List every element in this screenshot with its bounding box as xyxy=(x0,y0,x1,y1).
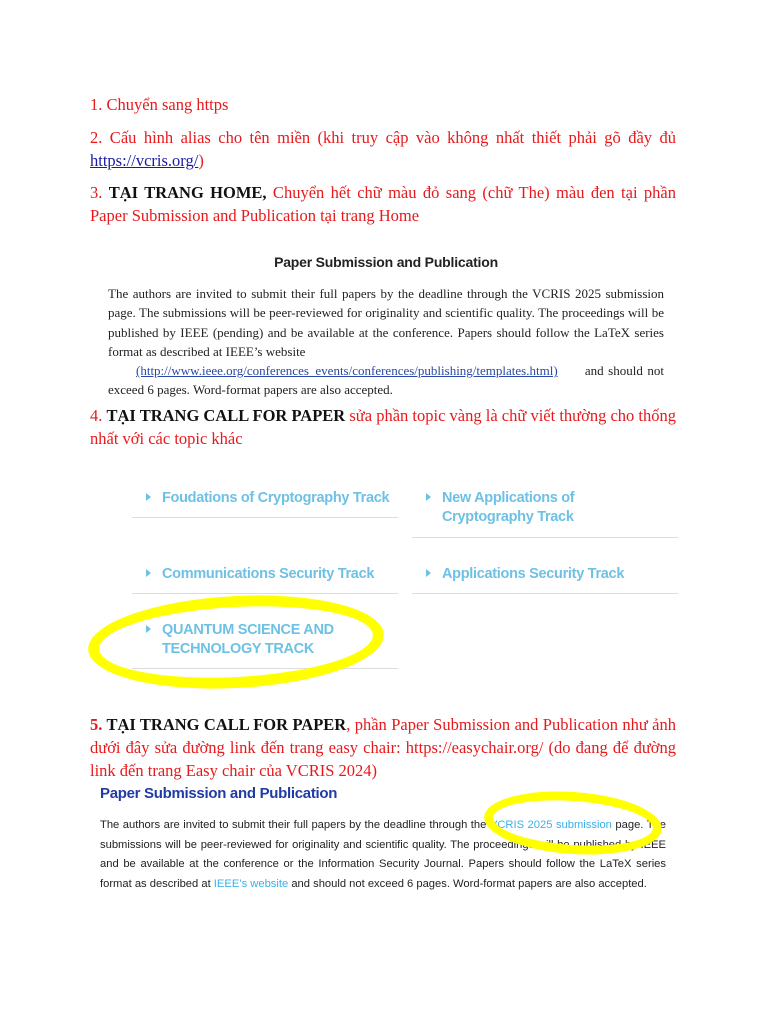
ieee-website-link[interactable]: IEEE’s website xyxy=(213,877,289,890)
instruction-1 xyxy=(90,93,676,116)
screenshot-body-text-mid: page. The submissions will be peer-reviewed for originality and scientific quality. The proceedings will be published by IEEE and be available at the conference or the Information Security Journal. Papers should follow the LaTeX series format as described at xyxy=(100,819,666,890)
instruction-2-end: ) xyxy=(198,151,204,170)
instruction-5-bold: TẠI TRANG CALL FOR PAPER xyxy=(106,715,347,734)
track-label: Applications Security Track xyxy=(442,566,625,582)
vcris-link[interactable]: https://vcris.org/ xyxy=(90,151,199,170)
instruction-4-number: 4. xyxy=(90,406,107,425)
divider xyxy=(412,593,678,594)
screenshot-body-text: The authors are invited to submit their full papers by the deadline through the xyxy=(100,819,490,831)
screenshot-body-text-end: and should not exceed 6 pages. Word-format papers are also accepted. xyxy=(288,877,647,890)
instruction-3-bold: TẠI TRANG HOME, xyxy=(108,183,267,202)
home-paper-submission-screenshot xyxy=(108,250,664,400)
track-label-line1: New Applications of xyxy=(442,490,575,506)
instruction-4 xyxy=(90,404,676,450)
track-label-line2: Cryptography Track xyxy=(442,509,574,525)
track-label xyxy=(442,489,574,527)
divider xyxy=(132,517,398,518)
screenshot-body xyxy=(108,284,664,400)
instruction-2-text: 2. Cấu hình alias cho tên miền (khi truy cập vào không nhất thiết phải gõ đầy đủ xyxy=(90,128,676,147)
vcris-submission-link[interactable]: VCRIS 2025 submission xyxy=(489,819,612,831)
track-label: Foudations of Cryptography Track xyxy=(162,490,390,506)
divider xyxy=(132,593,398,594)
caret-right-icon xyxy=(146,569,151,577)
caret-right-icon xyxy=(146,493,151,501)
instruction-4-bold: TẠI TRANG CALL FOR PAPER xyxy=(106,406,346,425)
track-label-line1: QUANTUM SCIENCE AND xyxy=(162,622,334,638)
screenshot-heading: Paper Submission and Publication xyxy=(274,254,498,270)
instruction-5-text: , phần Paper Submission and Publication như ảnh dưới đây sửa đường link đến trang easy chair: https://easychair.org/ (do đang để đường link đến trang Easy chair của VCRIS 2024) xyxy=(90,715,677,780)
divider xyxy=(412,537,678,538)
instruction-2 xyxy=(90,126,676,172)
instruction-3-number: 3. xyxy=(90,183,109,202)
screenshot-body-text-end: and should not exceed 6 pages. Word-format papers are also accepted. xyxy=(108,363,664,398)
instruction-1-text: 1. Chuyển sang https xyxy=(90,95,229,114)
track-label: Communications Security Track xyxy=(162,566,375,582)
ieee-templates-link[interactable]: (http://www.ieee.org/conferences_events/conferences/publishing/templates.html) xyxy=(136,363,558,379)
instruction-5 xyxy=(90,713,676,782)
caret-right-icon xyxy=(426,569,431,577)
instruction-3 xyxy=(90,181,676,227)
track-label-line2: TECHNOLOGY TRACK xyxy=(162,641,315,657)
instruction-3-text: Chuyển hết chữ màu đỏ sang (chữ The) màu đen tại phần Paper Submission and Publication tại trang Home xyxy=(90,183,676,225)
screenshot-heading: Paper Submission and Publication xyxy=(100,785,338,802)
instruction-5-number: 5. xyxy=(90,715,107,734)
screenshot-body-text: The authors are invited to submit their full papers by the deadline through the VCRIS 2025 submission page. The submissions will be peer-reviewed for originality and scientific quality. The proceedings will be published by IEEE (pending) and be available at the conference. Papers should follow the LaTeX series format as described at IEEE’s website xyxy=(108,286,664,359)
instruction-4-text: sửa phần topic vàng là chữ viết thường cho thống nhất với các topic khác xyxy=(90,406,677,448)
caret-right-icon xyxy=(426,493,431,501)
